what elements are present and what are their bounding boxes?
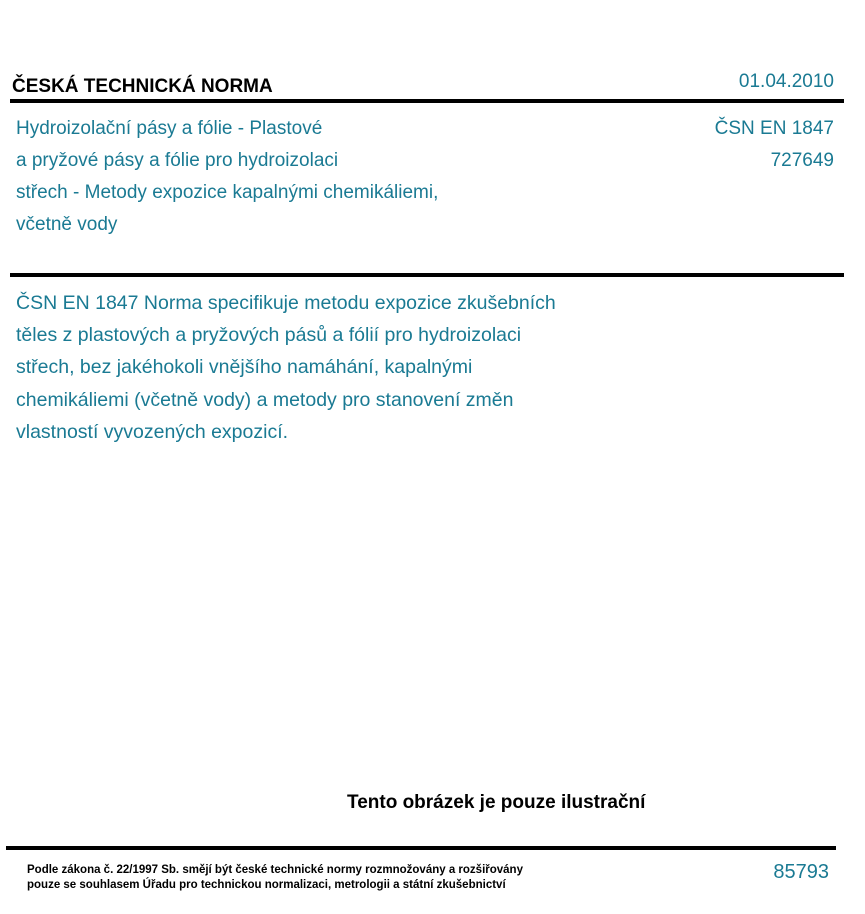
legal-notice-line: pouze se souhlasem Úřadu pro technickou normalizaci, metrologii a státní zkušebnictví [27, 879, 506, 891]
header-divider [10, 99, 844, 103]
abstract-line: ČSN EN 1847 Norma specifikuje metodu expozice zkušebních [16, 292, 556, 314]
standard-title-line: střech - Metody expozice kapalnými chemikáliemi, [16, 182, 439, 203]
abstract-line: těles z plastových a pryžových pásů a fólií pro hydroizolaci [16, 324, 522, 346]
standard-title-line: Hydroizolační pásy a fólie - Plastové [16, 118, 323, 139]
classification-number: 727649 [770, 150, 834, 171]
footer-divider [6, 846, 836, 850]
illustration-note: Tento obrázek je pouze ilustrační [347, 792, 646, 813]
section-divider [10, 273, 844, 277]
norm-header-title: ČESKÁ TECHNICKÁ NORMA [12, 76, 273, 97]
abstract-line: střech, bez jakéhokoli vnějšího namáhání, kapalnými [16, 356, 473, 378]
abstract-line: chemikáliemi (včetně vody) a metody pro stanovení změn [16, 389, 514, 411]
standard-title-line: a pryžové pásy a fólie pro hydroizolaci [16, 150, 339, 171]
standard-title-line: včetně vody [16, 214, 118, 235]
issue-date: 01.04.2010 [738, 71, 834, 92]
document-code: 85793 [773, 861, 829, 883]
standard-designation: ČSN EN 1847 [714, 118, 834, 139]
abstract-line: vlastností vyvozených expozicí. [16, 421, 289, 443]
legal-notice-line: Podle zákona č. 22/1997 Sb. smějí být české technické normy rozmnožovány a rozšiřovány [27, 864, 523, 876]
